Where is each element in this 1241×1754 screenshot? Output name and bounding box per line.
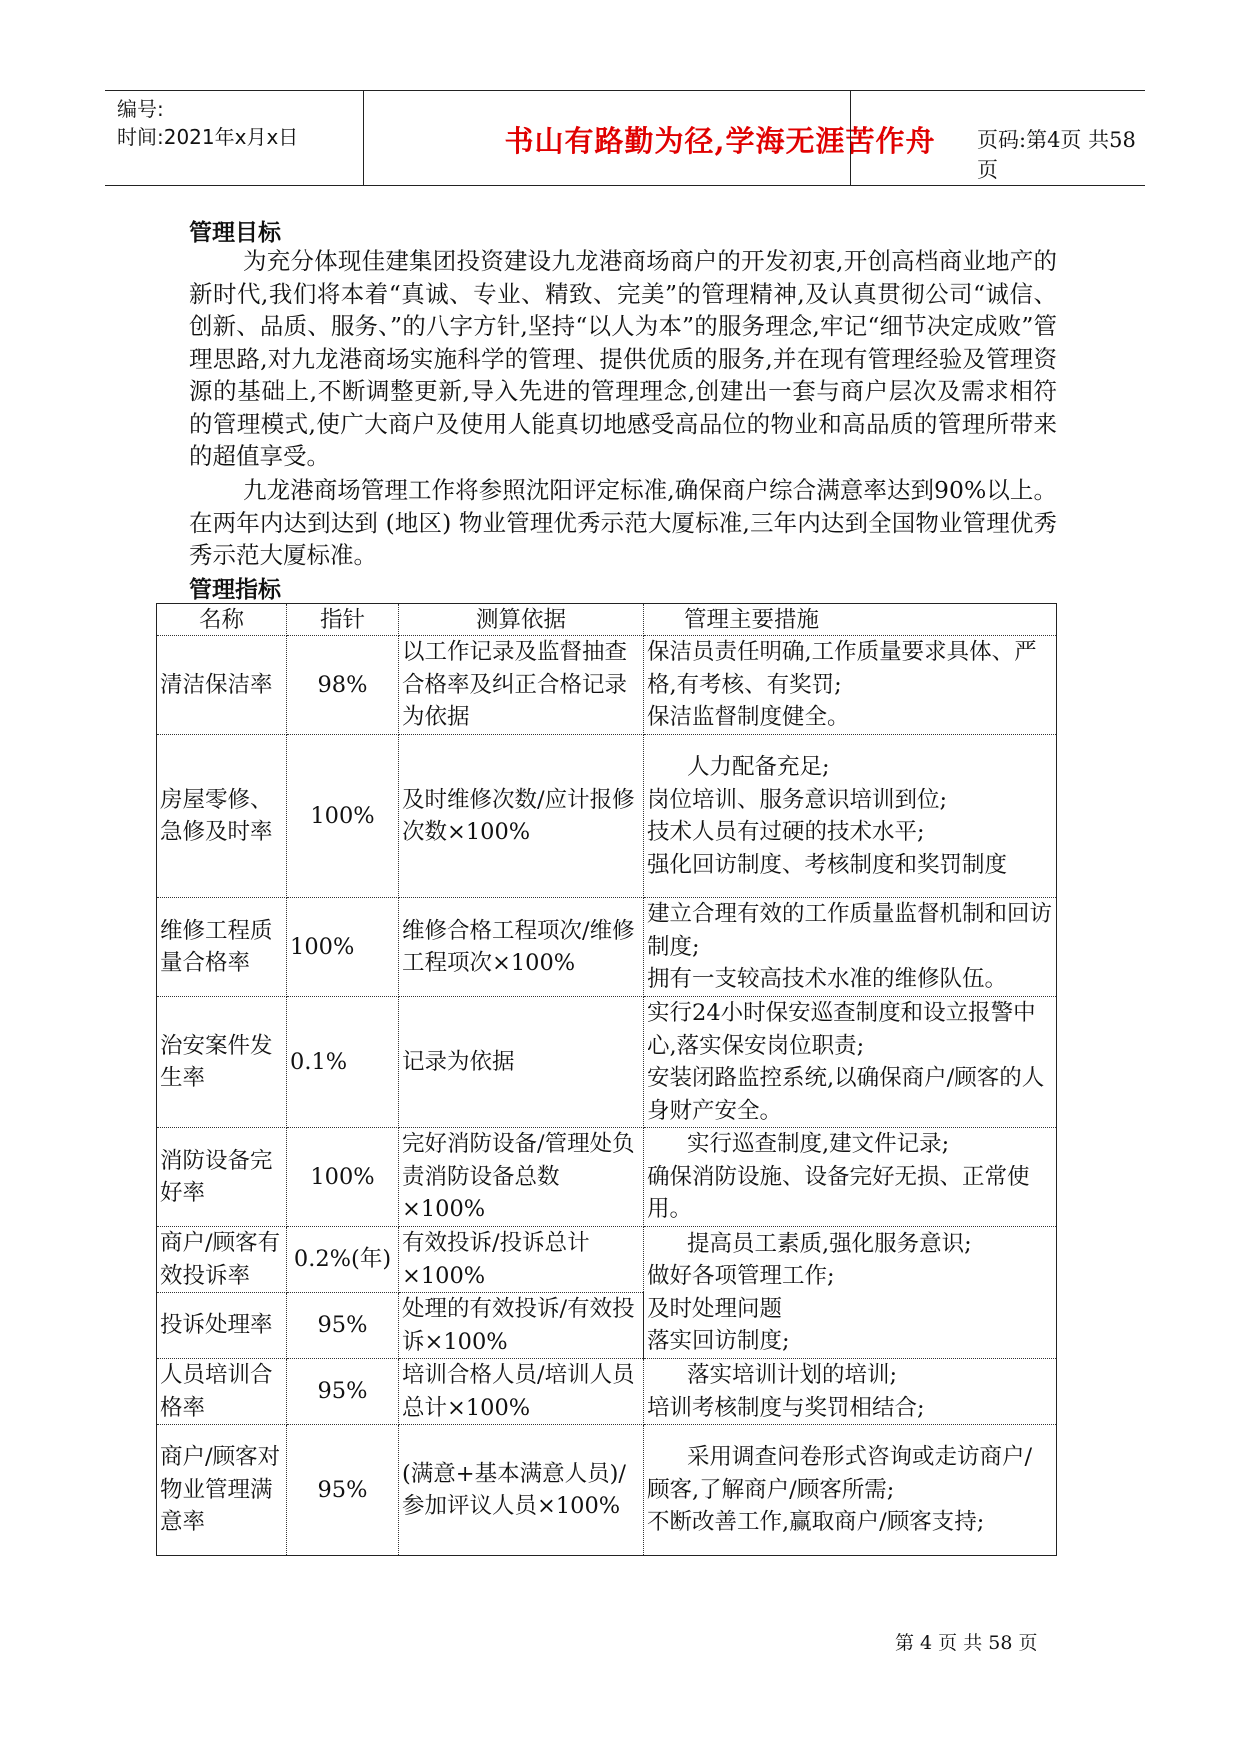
row-basis: 培训合格人员/培训人员总计×100% <box>399 1359 644 1425</box>
table-row <box>157 735 1057 898</box>
section-title-management-indicators: 管理指标 <box>189 577 281 603</box>
table-row <box>157 1227 1057 1293</box>
column-header-measures: 管理主要措施 <box>644 604 1057 636</box>
table-header-row <box>157 604 1057 636</box>
row-name: 治安案件发生率 <box>157 997 287 1128</box>
header-divider-right <box>850 91 851 185</box>
row-measures: 实行24小时保安巡查制度和设立报警中心,落实保安岗位职责; 安装闭路监控系统,以确保商户/顾客的人身财产安全。 <box>644 997 1057 1128</box>
row-measures: 保洁员责任明确,工作质量要求具体、严格,有考核、有奖罚; 保洁监督制度健全。 <box>644 636 1057 735</box>
header-page-number: 页码:第4页 共58页 <box>977 128 1136 182</box>
document-time-label: 时间:2021年x月x日 <box>117 125 299 149</box>
row-target: 95% <box>287 1359 399 1425</box>
goal-paragraph-1: 为充分体现佳建集团投资建设九龙港商场商户的开发初衷,开创高档商业地产的新时代,我们将本着“真诚、专业、精致、完美”的管理精神,及认真贯彻公司“诚信、创新、品质、服务、”的八字方针,坚持“以人为本”的服务理念,牢记“细节决定成败”管理思路,对九龙港商场实施科学的管理、提供优质的服务,并在现有管理经验及管理资源的基础上,不断调整更新,导入先进的管理理念,创建出一套与商户层次及需求相符的管理模式,使广大商户及使用人能真切地感受高品位的物业和高品质的管理所带来的超值享受。 <box>189 247 1057 470</box>
row-name: 商户/顾客对物业管理满意率 <box>157 1425 287 1556</box>
row-name: 投诉处理率 <box>157 1293 287 1359</box>
row-target: 0.2%(年) <box>287 1227 399 1293</box>
table-row <box>157 1359 1057 1425</box>
row-target: 0.1% <box>287 997 399 1128</box>
table-row <box>157 997 1057 1128</box>
table-row <box>157 1128 1057 1227</box>
row-name: 清洁保洁率 <box>157 636 287 735</box>
row-target: 95% <box>287 1293 399 1359</box>
indicators-table <box>156 603 1057 1556</box>
table-row <box>157 636 1057 735</box>
column-header-target: 指针 <box>287 604 399 636</box>
row-name: 商户/顾客有效投诉率 <box>157 1227 287 1293</box>
row-basis: 完好消防设备/管理处负责消防设备总数×100% <box>399 1128 644 1227</box>
column-header-basis: 测算依据 <box>399 604 644 636</box>
row-basis: (满意+基本满意人员)/参加评议人员×100% <box>399 1425 644 1556</box>
section-title-management-goal: 管理目标 <box>189 220 281 246</box>
header-motto: 书山有路勤为径,学海无涯苦作舟 <box>504 124 936 158</box>
row-target: 95% <box>287 1425 399 1556</box>
goal-paragraph-2: 九龙港商场管理工作将参照沈阳评定标准,确保商户综合满意率达到90%以上。在两年内达到达到 (地区) 物业管理优秀示范大厦标准,三年内达到全国物业管理优秀秀示范大厦标准。 <box>189 476 1057 569</box>
row-basis: 维修合格工程项次/维修工程项次×100% <box>399 898 644 997</box>
row-target: 100% <box>287 898 399 997</box>
row-name: 房屋零修、急修及时率 <box>157 735 287 898</box>
row-target: 100% <box>287 1128 399 1227</box>
row-name: 人员培训合格率 <box>157 1359 287 1425</box>
row-measures: 落实培训计划的培训; 培训考核制度与奖罚相结合; <box>644 1359 1057 1425</box>
page-footer: 第 4 页 共 58 页 <box>895 1632 1038 1654</box>
row-basis: 记录为依据 <box>399 997 644 1128</box>
table-row <box>157 898 1057 997</box>
document-number-label: 编号: <box>117 97 164 121</box>
row-target: 100% <box>287 735 399 898</box>
row-measures: 人力配备充足; 岗位培训、服务意识培训到位; 技术人员有过硬的技术水平; 强化回访制度、考核制度和奖罚制度 <box>644 735 1057 898</box>
row-measures: 建立合理有效的工作质量监督机制和回访制度; 拥有一支较高技术水准的维修队伍。 <box>644 898 1057 997</box>
row-target: 98% <box>287 636 399 735</box>
row-name: 维修工程质量合格率 <box>157 898 287 997</box>
row-measures: 采用调查问卷形式咨询或走访商户/顾客,了解商户/顾客所需; 不断改善工作,赢取商户/顾客支持; <box>644 1425 1057 1556</box>
column-header-name: 名称 <box>157 604 287 636</box>
row-basis: 以工作记录及监督抽查合格率及纠正合格记录为依据 <box>399 636 644 735</box>
header-divider-left <box>363 91 364 185</box>
row-basis: 有效投诉/投诉总计×100% <box>399 1227 644 1293</box>
row-basis: 处理的有效投诉/有效投诉×100% <box>399 1293 644 1359</box>
row-name: 消防设备完好率 <box>157 1128 287 1227</box>
row-measures: 提高员工素质,强化服务意识; 做好各项管理工作; 及时处理问题 落实回访制度; <box>644 1227 1057 1359</box>
row-basis: 及时维修次数/应计报修次数×100% <box>399 735 644 898</box>
table-row <box>157 1425 1057 1556</box>
row-measures: 实行巡查制度,建文件记录; 确保消防设施、设备完好无损、正常使用。 <box>644 1128 1057 1227</box>
page-header <box>105 90 1145 186</box>
